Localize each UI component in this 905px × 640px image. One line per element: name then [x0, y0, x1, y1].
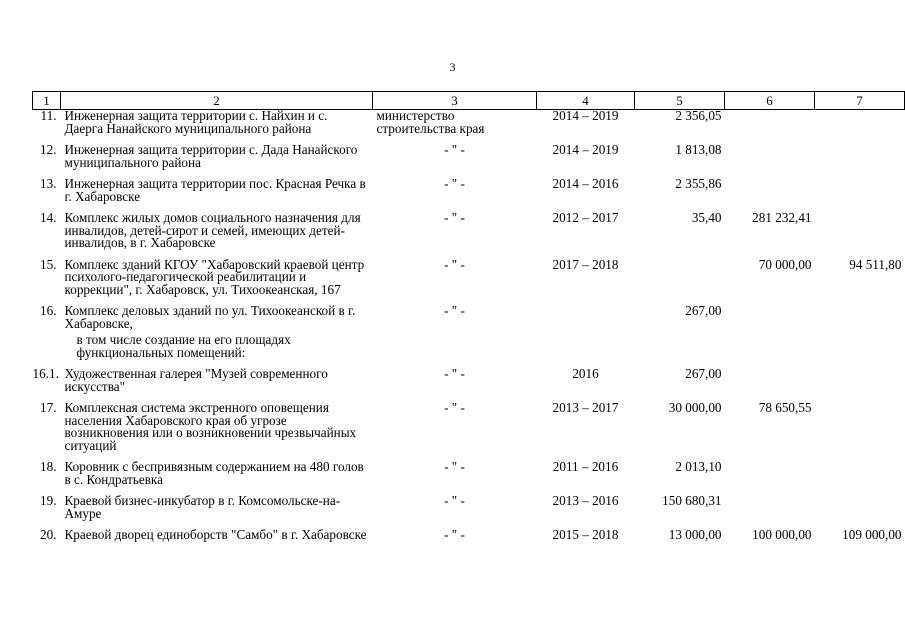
value-col7: [815, 305, 905, 334]
value-col7: [815, 368, 905, 402]
value-col7: [815, 402, 905, 461]
period: 2017 – 2018: [552, 256, 619, 272]
period: [537, 305, 635, 334]
table-row: [33, 178, 905, 212]
col-header-2: 2: [61, 92, 373, 110]
object-name: Комплексная система экстренного оповещения населения Хабаровского края об угрозе возникновения или о возникновении чрезвычайных ситуаций: [64, 400, 357, 453]
row-number: 12.: [40, 142, 57, 157]
value-col6: [725, 144, 815, 178]
object-name: Инженерная защита территории с. Найхин и с. Даерга Нанайского муниципального района: [64, 108, 328, 136]
value-col7: [815, 212, 905, 259]
col-header-3: 3: [373, 92, 537, 110]
value-col6: 281 232,41: [752, 210, 812, 225]
value-col5: 2 013,10: [675, 459, 722, 474]
row-number: 18.: [40, 459, 57, 474]
row-number: 13.: [40, 176, 57, 191]
object-name: Комплекс зданий КГОУ "Хабаровский краевой центр психолого-педагогической реабилитации и коррекции", г. Хабаровск, ул. Тихоокеанская, 167: [64, 256, 365, 297]
customer: - " -: [444, 366, 465, 381]
period: 2014 – 2016: [552, 176, 619, 191]
value-col7: [815, 461, 905, 495]
page-number: 3: [449, 60, 456, 74]
value-col5: [635, 259, 725, 306]
row-number: 16.: [40, 303, 57, 318]
table-row: [33, 259, 905, 306]
period: 2014 – 2019: [552, 108, 619, 123]
customer: - " -: [444, 210, 465, 225]
value-col6: [725, 461, 815, 495]
table-row: [33, 495, 905, 529]
row-number: 11.: [40, 108, 57, 123]
row-number: 20.: [40, 527, 57, 542]
object-name: Художественная галерея "Музей современного искусства": [64, 366, 328, 394]
value-col6: [725, 334, 815, 368]
customer: - " -: [444, 527, 465, 542]
value-col7: 109 000,00: [842, 527, 902, 542]
customer: - " -: [444, 142, 465, 157]
value-col7: [815, 495, 905, 529]
value-col7: 94 511,80: [849, 256, 902, 272]
value-col6: 70 000,00: [758, 256, 812, 272]
period: 2013 – 2016: [552, 493, 619, 508]
value-col7: [815, 334, 905, 368]
value-col7: [815, 144, 905, 178]
row-number: 16.1.: [32, 366, 59, 381]
customer: - " -: [444, 256, 465, 272]
customer: - " -: [444, 493, 465, 508]
value-col5: 1 813,08: [675, 142, 722, 157]
value-col5: 150 680,31: [662, 493, 722, 508]
table-row-subheading: [33, 334, 905, 368]
value-col6: 100 000,00: [752, 527, 812, 542]
value-col5: 267,00: [685, 366, 722, 381]
period: [537, 334, 635, 368]
customer: - " -: [444, 400, 465, 415]
customer: [373, 334, 537, 368]
col-header-1: 1: [33, 92, 61, 110]
row-number: 15.: [40, 256, 57, 272]
table-row: [33, 461, 905, 495]
object-name: Комплекс деловых зданий по ул. Тихоокеанской в г. Хабаровске,: [64, 303, 356, 331]
value-col5: [635, 334, 725, 368]
table-row: [33, 212, 905, 259]
header-row: [33, 92, 905, 110]
value-col5: 2 355,86: [675, 176, 722, 191]
customer: министерство строительства края: [376, 108, 485, 136]
table-row: [33, 529, 905, 551]
value-col6: [725, 495, 815, 529]
row-number: [33, 334, 61, 368]
value-col5: 13 000,00: [668, 527, 722, 542]
period: 2016: [572, 366, 599, 381]
period: 2012 – 2017: [552, 210, 619, 225]
object-name: Коровник с беспривязным содержанием на 480 голов в с. Кондратьевка: [64, 459, 364, 487]
row-number: 14.: [40, 210, 57, 225]
object-name: Комплекс жилых домов социального назначения для инвалидов, детей-сирот и семей, имеющих детей-инвалидов, в г. Хабаровске: [64, 210, 361, 250]
object-name: Инженерная защита территории с. Дада Нанайского муниципального района: [64, 142, 358, 170]
value-col5: 2 356,05: [675, 108, 722, 123]
table-row: [33, 368, 905, 402]
customer: - " -: [444, 459, 465, 474]
value-col6: [725, 178, 815, 212]
period: 2013 – 2017: [552, 400, 619, 415]
period: 2014 – 2019: [552, 142, 619, 157]
value-col6: [725, 110, 815, 145]
value-col7: [815, 110, 905, 145]
object-name: Краевой бизнес-инкубатор в г. Комсомольске-на-Амуре: [64, 493, 341, 521]
projects-table: [32, 91, 905, 551]
value-col5: 30 000,00: [668, 400, 722, 415]
value-col5: 267,00: [685, 303, 722, 318]
col-header-7: 7: [815, 92, 905, 110]
table-row: [33, 305, 905, 334]
customer: - " -: [444, 176, 465, 191]
object-name: Краевой дворец единоборств "Самбо" в г. Хабаровске: [64, 527, 367, 542]
value-col7: [815, 178, 905, 212]
value-col6: [725, 305, 815, 334]
row-number: 19.: [40, 493, 57, 508]
row-number: 17.: [40, 400, 57, 415]
customer: - " -: [444, 303, 465, 318]
value-col5: 35,40: [691, 210, 722, 225]
table-row: [33, 110, 905, 145]
object-subheading: в том числе создание на его площадях функциональных помещений:: [76, 332, 291, 360]
value-col6: [725, 368, 815, 402]
period: 2015 – 2018: [552, 527, 619, 542]
value-col6: 78 650,55: [758, 400, 812, 415]
table-row: [33, 144, 905, 178]
col-header-6: 6: [725, 92, 815, 110]
col-header-4: 4: [537, 92, 635, 110]
object-name: Инженерная защита территории пос. Красная Речка в г. Хабаровске: [64, 176, 366, 204]
col-header-5: 5: [635, 92, 725, 110]
period: 2011 – 2016: [552, 459, 619, 474]
table-row: [33, 402, 905, 461]
